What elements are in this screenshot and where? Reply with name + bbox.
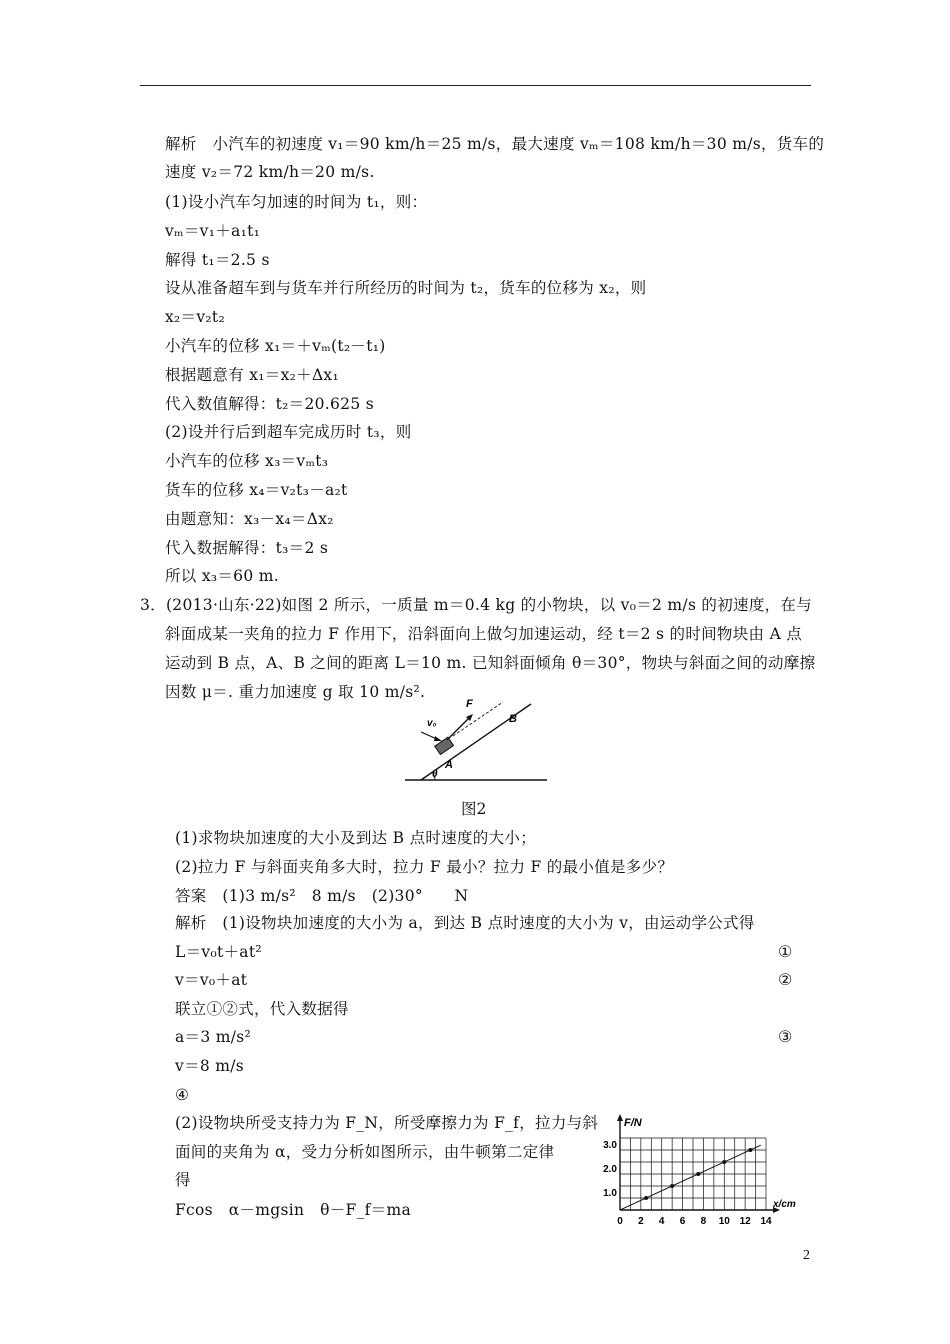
text-line: 所以 x₃＝60 m. (165, 567, 279, 585)
label-A: A (445, 759, 453, 771)
text-line: (2)设并行后到超车完成历时 t₃，则 (165, 423, 412, 441)
equation-number: ③ (778, 1027, 793, 1046)
text-line: 速度 v₂＝72 km/h＝20 m/s. (165, 163, 375, 181)
equation-line: v＝v₀＋at (175, 971, 248, 989)
text-line: (2)设物块所受支持力为 F_N，所受摩擦力为 F_f，拉力与斜 (175, 1114, 599, 1132)
text-line: 代入数值解得：t₂＝20.625 s (165, 395, 374, 413)
text-line: 联立①②式，代入数据得 (175, 1000, 349, 1018)
label-B: B (509, 713, 517, 725)
text-line: 设从准备超车到与货车并行所经历的时间为 t₂，货车的位移为 x₂，则 (165, 279, 647, 297)
y-tick-label: 1.0 (603, 1188, 617, 1199)
text-line: x₂＝v₂t₂ (165, 308, 225, 326)
graph-grid (620, 1138, 766, 1210)
data-point (644, 1196, 648, 1200)
text-line: (1)求物块加速度的大小及到达 B 点时速度的大小； (175, 829, 537, 847)
question-line: 斜面成某一夹角的拉力 F 作用下，沿斜面向上做匀加速运动，经 t＝2 s 的时间物块由 A 点 (165, 625, 803, 643)
answer-line: 答案 (1)3 m/s² 8 m/s (2)30° N (175, 887, 469, 905)
data-point (748, 1148, 752, 1152)
x-tick-label: 8 (700, 1216, 707, 1227)
figure-caption: 图2 (461, 800, 487, 818)
equation-number: ① (778, 942, 793, 961)
label-v0: v₀ (427, 718, 437, 729)
text-line: 代入数据解得：t₃＝2 s (165, 539, 329, 557)
equation-line: a＝3 m/s² (175, 1028, 252, 1046)
data-point (696, 1172, 700, 1176)
x-axis-label: x/cm (773, 1199, 796, 1210)
text-line: 解析 小汽车的初速度 v₁＝90 km/h＝25 m/s，最大速度 vₘ＝108 km/h＝30 m/s，货车的 (165, 135, 825, 153)
text-line: 货车的位移 x₄＝v₂t₃－a₂t (165, 481, 348, 499)
dashed-line (453, 702, 503, 736)
text-line: (1)设小汽车匀加速的时间为 t₁，则： (165, 193, 428, 211)
label-F: F (466, 698, 473, 710)
question-line: 因数 μ＝. 重力加速度 g 取 10 m/s². (165, 683, 426, 701)
data-point (722, 1160, 726, 1164)
text-line: 得 (175, 1171, 191, 1189)
x-tick-label: 6 (679, 1216, 686, 1227)
header-rule (140, 85, 811, 86)
label-theta: θ (432, 769, 438, 780)
question-line: 运动到 B 点，A、B 之间的距离 L＝10 m. 已知斜面倾角 θ＝30°，物块与斜面之间的动摩擦 (165, 654, 816, 672)
text-line: 由题意知：x₃－x₄＝Δx₂ (165, 510, 334, 528)
y-tick-label: 3.0 (603, 1140, 617, 1151)
x-tick-label: 12 (739, 1216, 751, 1227)
question-line: 3．(2013·山东·22)如图 2 所示，一质量 m＝0.4 kg 的小物块，以 v₀＝2 m/s 的初速度，在与 (140, 596, 813, 614)
text-line: vₘ＝v₁＋a₁t₁ (165, 222, 261, 240)
text-line: 根据题意有 x₁＝x₂＋Δx₁ (165, 366, 339, 384)
equation-number: ④ (175, 1086, 190, 1104)
text-line: 小汽车的位移 x₁＝＋vₘ(t₂－t₁) (165, 337, 386, 355)
text-line: 解得 t₁＝2.5 s (165, 251, 270, 269)
equation-line: Fcos α－mgsin θ－F_f＝ma (175, 1201, 412, 1219)
text-line: (2)拉力 F 与斜面夹角多大时，拉力 F 最小？拉力 F 的最小值是多少？ (175, 858, 674, 876)
x-tick-label: 10 (718, 1216, 730, 1227)
x-tick-label: 4 (658, 1216, 665, 1227)
equation-line: L＝v₀t＋at² (175, 943, 262, 961)
data-point (670, 1184, 674, 1188)
incline-diagram (395, 694, 555, 788)
y-axis-label: F/N (624, 1117, 642, 1129)
x-tick-label: 0 (617, 1216, 623, 1227)
x-tick-label: 2 (638, 1216, 644, 1227)
y-tick-label: 2.0 (603, 1164, 617, 1175)
page-number: 2 (803, 1248, 810, 1263)
force-arrow (447, 716, 471, 740)
text-line: 小汽车的位移 x₃＝vₘt₃ (165, 452, 329, 470)
equation-number: ② (778, 970, 793, 989)
equation-line: v＝8 m/s (175, 1057, 245, 1075)
x-tick-label: 14 (760, 1216, 772, 1227)
text-line: 面间的夹角为 α，受力分析如图所示，由牛顿第二定律 (175, 1143, 555, 1161)
force-displacement-graph (590, 1108, 810, 1230)
text-line: 解析 (1)设物块加速度的大小为 a，到达 B 点时速度的大小为 v，由运动学公式得 (175, 914, 755, 932)
